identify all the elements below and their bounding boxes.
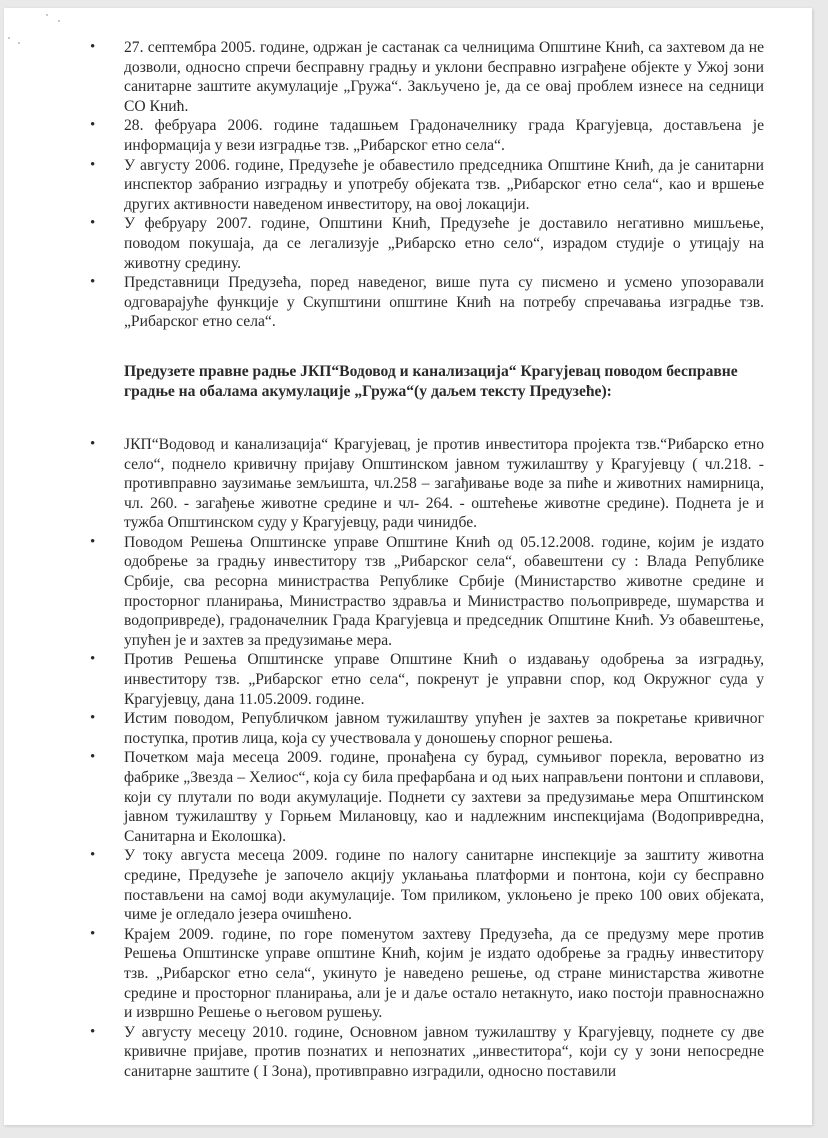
list-item (88, 748, 764, 846)
list-item-text: У току августа месеца 2009. године по налогу санитарне инспекције за заштиту животна средине, Предузеће је започело акцију уклањања платформи и понтона, који су бесправно постављени на самој води акумулације. Том приликом, уклоњено је преко 100 ових објеката, чиме је огледало језера очишћено. (124, 847, 764, 924)
list-item (88, 214, 764, 273)
list-item (88, 650, 764, 709)
scan-speck (46, 14, 48, 16)
document-page (4, 8, 812, 1125)
list-item-text: Представници Предузећа, поред наведеног, више пута су писмено и усмено упозоравали одговарајуће функције у Скупштини општине Кнић на потребу спречавања изградње тзв. „Рибарског етно села“. (124, 274, 764, 331)
list-item (88, 1023, 764, 1082)
list-item (88, 709, 764, 748)
list-item-text: Почетком маја месеца 2009. године, пронађена су бурад, сумњивог порекла, вероватно из фабрике „Звезда – Хелиос“, која су била префарбана и од њих направљени понтони и сплавови, који су плутали по води акумулације. Поднети су захтеви за предузимање мера Општинском јавном тужилаштву у Горњем Милановцу, као и надлежним инспекцијама (Водопривредна, Санитарна и Еколошка). (124, 749, 764, 845)
list-item (88, 435, 764, 533)
bullet-icon: • (90, 1023, 96, 1040)
actions-list-top (88, 38, 764, 332)
bullet-icon: • (90, 710, 96, 727)
document-body (88, 38, 764, 1082)
bullet-icon: • (90, 215, 96, 232)
bullet-icon: • (90, 847, 96, 864)
list-item-text: У августу месецу 2010. године, Основном јавном тужилаштву у Крагујевцу, поднете су две кривичне пријаве, против познатих и непознатих „инвеститора“, који су у зони непосредне санитарне заштите ( I Зона), противправно изградили, односно поставили (124, 1023, 764, 1080)
bullet-icon: • (90, 117, 96, 134)
scan-speck (18, 42, 20, 44)
actions-list-bottom (88, 435, 764, 1082)
list-item (88, 925, 764, 1023)
scan-speck (8, 37, 10, 39)
list-item-text: Против Решења Општинске управе Општине Кнић о издавању одобрења за изградњу, инвеститору тзв. „Рибарског етно села“, покренут је управни спор, код Окружног суда у Крагујевцу, дана 11.05.2009. године. (124, 651, 764, 708)
list-item (88, 156, 764, 215)
scan-speck (58, 20, 60, 22)
list-item-text: ЈКП“Водовод и канализација“ Крагујевац, је против инвеститора пројекта тзв.“Рибарско етно село“, поднело кривичну пријаву Општинском јавном тужилаштву у Крагујевцу ( чл.218. - противправно заузимање земљишта, чл.258 – загађивање воде за пиће и животних намирница, чл. 260. - загађење животне средине и чл- 264. - оштећење животне средине). Поднета је и тужба Општинском суду у Крагујевцу, ради чинидбе. (124, 435, 764, 532)
list-item-text: 28. фебруара 2006. године тадашњем Градоначелнику града Крагујевца, достављена је информација у вези изградње тзв. „Рибарског етно села“. (124, 117, 764, 154)
bullet-icon: • (90, 39, 96, 55)
list-item-text: У августу 2006. године, Предузеће је обавестило председника Општине Кнић, да је санитарни инспектор забранио изградњу и употребу објеката тзв. „Рибарског етно села“, као и вршење других активности наведеном инвеститору, на овој локацији. (124, 156, 764, 213)
section-heading: Предузете правне радње ЈКП“Водовод и канализација“ Крагујевац поводом бесправне градње на обалама акумулације „Гружа“(у даљем тексту Предузеће): (124, 362, 738, 400)
bullet-icon: • (90, 925, 96, 942)
list-item (88, 846, 764, 924)
list-item-text: 27. септембра 2005. године, одржан је састанак са челницима Општине Кнић, са захтевом да не дозволи, односно спречи бесправну градњу и уклони бесправно изграђене објекте у Ужој зони санитарне заштите акумулације „Гружа“. Закључено је, да се овај проблем изнесе на седници СО Кнић. (124, 39, 764, 115)
bullet-icon: • (90, 533, 96, 550)
bullet-icon: • (90, 274, 96, 291)
bullet-icon: • (90, 651, 96, 668)
list-item (88, 273, 764, 332)
bullet-icon: • (90, 156, 96, 173)
list-item-text: Истим поводом, Републичком јавном тужилаштву упућен је захтев за покретање кривичног поступка, против лица, која су учествовала у доношењу спорног решења. (124, 710, 764, 747)
list-item (88, 116, 764, 155)
list-item (88, 533, 764, 651)
list-item-text: Крајем 2009. године, по горе поменутом захтеву Предузећа, да се предузму мере против Решења Општинске управе општине Кнић, којим је издато одобрење за градњу инвеститору тзв. „Рибарског етно села“, укинуто је наведено решење, од стране министарства животне средине и просторног планирања, али је и даље остало нетакнуто, иако постоји правноснажно и извршно Решење о његовом рушењу. (124, 925, 764, 1022)
bullet-icon: • (90, 435, 96, 452)
list-item-text: Поводом Решења Општинске управе Општине Кнић од 05.12.2008. године, којим је издато одобрење за градњу инвеститору тзв „Рибарског села“, обавештени су : Влада Републике Србије, сва ресорна министраства Републике Србије (Министарство животне средине и просторног планирања, Министраство здравља и Министраство пољопривреде, шумарства и водопривреде), градоначелник Града Крагујевца и председник Општине Кнић. Уз обавештење, упућен је и захтев за предузимање мера. (124, 533, 764, 649)
bullet-icon: • (90, 749, 96, 766)
list-item-text: У фебруару 2007. године, Општини Кнић, Предузеће је доставило негативно мишљење, поводом покушаја, да се легализује „Рибарско етно село“, израдом студије о утицају на животну средину. (124, 215, 764, 272)
list-item (88, 38, 764, 116)
